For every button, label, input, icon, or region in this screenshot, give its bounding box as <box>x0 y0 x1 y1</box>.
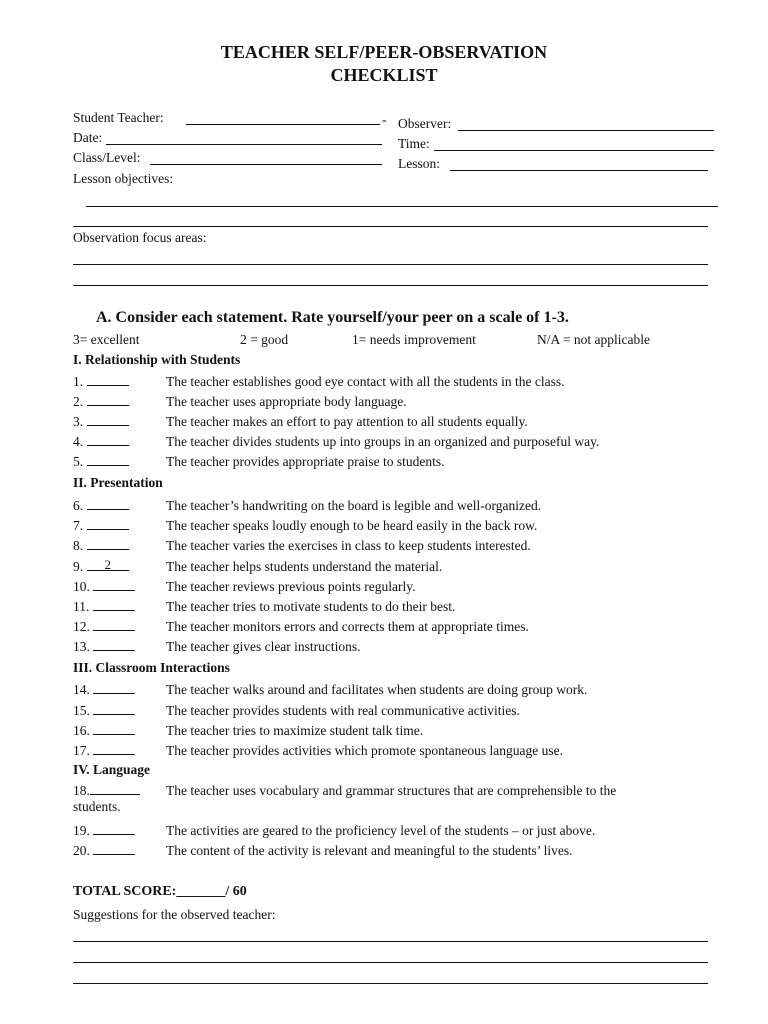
scale-not-applicable: N/A = not applicable <box>537 332 650 347</box>
observer-field[interactable] <box>458 130 714 131</box>
rating-blank[interactable] <box>87 454 129 466</box>
rating-blank[interactable] <box>93 703 135 715</box>
rating-blank[interactable] <box>87 498 129 510</box>
rating-blank[interactable] <box>93 619 135 631</box>
scale-excellent: 3= excellent <box>73 332 140 347</box>
suggestions-line-3[interactable] <box>73 983 708 984</box>
rating-blank[interactable] <box>87 538 129 550</box>
focus-areas-label: Observation focus areas: <box>73 230 207 245</box>
class-level-field[interactable] <box>150 164 382 165</box>
category-relationship: I. Relationship with Students <box>73 352 241 367</box>
lesson-objectives-label: Lesson objectives: <box>73 171 174 186</box>
suggestions-line-1[interactable] <box>73 941 708 942</box>
rating-blank[interactable] <box>93 723 135 735</box>
rating-blank[interactable] <box>93 579 135 591</box>
section-a-heading: A. Consider each statement. Rate yourself/your peer on a scale of 1-3. <box>96 309 569 326</box>
class-level-label: Class/Level: <box>73 150 141 165</box>
focus-areas-line-1[interactable] <box>73 264 708 265</box>
rating-blank[interactable] <box>87 434 129 446</box>
student-teacher-field[interactable] <box>186 124 380 125</box>
time-label: Time: <box>398 136 430 151</box>
suggestions-line-2[interactable] <box>73 962 708 963</box>
document-subtitle: CHECKLIST <box>330 65 438 85</box>
rating-blank[interactable] <box>93 682 135 694</box>
scale-needs-improvement: 1= needs improvement <box>352 332 476 347</box>
rating-blank[interactable] <box>93 743 135 755</box>
lesson-label: Lesson: <box>398 156 440 171</box>
date-label: Date: <box>73 130 103 145</box>
category-classroom-interactions: III. Classroom Interactions <box>73 660 230 675</box>
category-language: IV. Language <box>73 762 151 777</box>
rating-value: 2 <box>104 557 111 572</box>
suggestions-label: Suggestions for the observed teacher: <box>73 907 276 922</box>
document-title: TEACHER SELF/PEER-OBSERVATION <box>220 42 548 62</box>
rating-blank[interactable] <box>93 639 135 651</box>
rating-blank[interactable] <box>87 394 129 406</box>
dash-separator: - <box>382 112 387 127</box>
lesson-objectives-line-1[interactable] <box>86 206 718 207</box>
observer-label: Observer: <box>398 116 452 131</box>
student-teacher-label: Student Teacher: <box>73 110 164 125</box>
rating-blank[interactable] <box>93 599 135 611</box>
date-field[interactable] <box>106 144 382 145</box>
rating-blank[interactable] <box>87 414 129 426</box>
rating-blank[interactable] <box>93 823 135 835</box>
rating-blank[interactable] <box>93 843 135 855</box>
focus-areas-line-2[interactable] <box>73 285 708 286</box>
lesson-field[interactable] <box>450 170 708 171</box>
category-presentation: II. Presentation <box>73 475 163 490</box>
lesson-objectives-line-2[interactable] <box>73 226 708 227</box>
scale-good: 2 = good <box>240 332 289 347</box>
rating-blank[interactable] <box>87 374 129 386</box>
rating-blank[interactable] <box>87 518 129 530</box>
rating-blank[interactable] <box>90 783 140 795</box>
time-field[interactable] <box>434 150 714 151</box>
rating-blank[interactable] <box>87 559 129 571</box>
total-score: TOTAL SCORE:_______/ 60 <box>73 884 247 899</box>
